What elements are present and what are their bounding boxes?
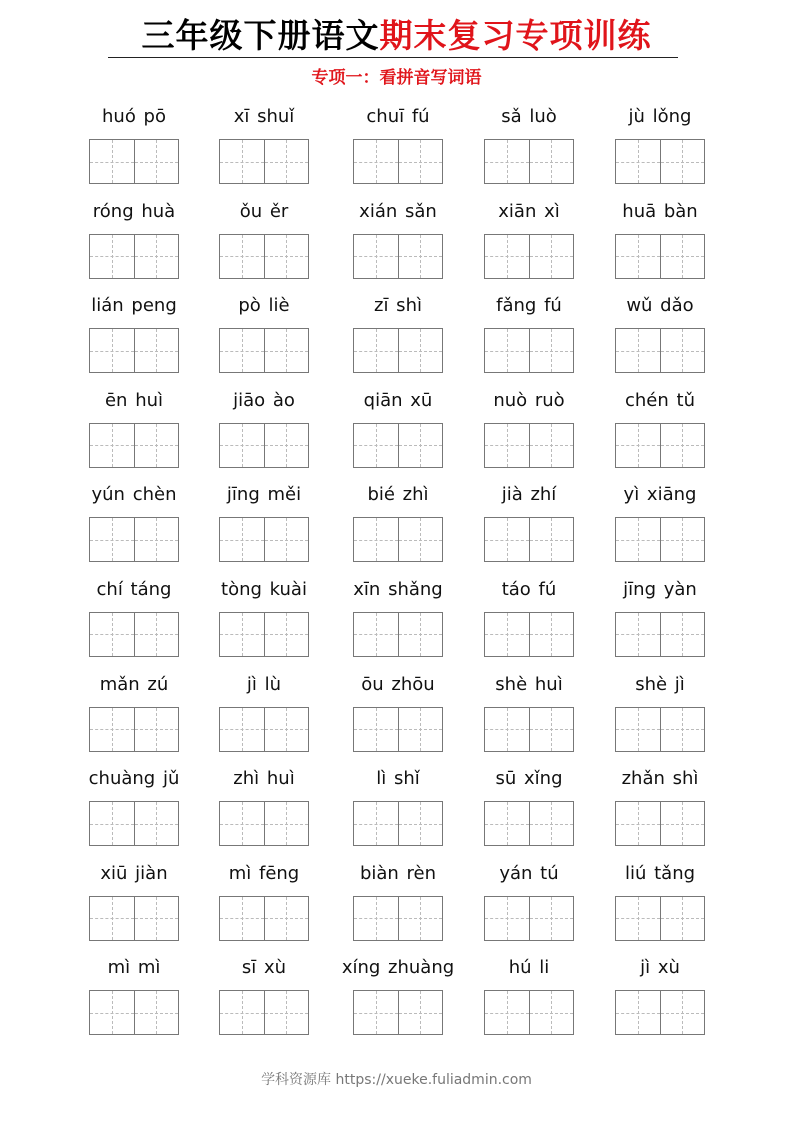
tianzige-answer-boxes[interactable] (89, 707, 179, 752)
character-box[interactable] (398, 708, 443, 751)
character-box[interactable] (264, 235, 309, 278)
character-box[interactable] (529, 140, 574, 183)
character-box[interactable] (354, 897, 398, 940)
character-box[interactable] (660, 991, 705, 1034)
character-box[interactable] (220, 613, 264, 656)
character-box[interactable] (660, 708, 705, 751)
character-box[interactable] (134, 708, 179, 751)
character-box[interactable] (354, 518, 398, 561)
character-box[interactable] (616, 708, 660, 751)
tianzige-answer-boxes[interactable] (219, 801, 309, 846)
character-box[interactable] (485, 708, 529, 751)
worksheet-row (0, 104, 793, 199)
tianzige-answer-boxes[interactable] (219, 707, 309, 752)
character-box[interactable] (529, 424, 574, 467)
pinyin-worksheet-grid (0, 104, 793, 1050)
character-box[interactable] (354, 613, 398, 656)
tianzige-answer-boxes[interactable] (615, 801, 705, 846)
character-box[interactable] (220, 140, 264, 183)
character-box[interactable] (398, 897, 443, 940)
worksheet-row (0, 388, 793, 483)
tianzige-answer-boxes[interactable] (89, 423, 179, 468)
pinyin-label: mì mì (107, 957, 161, 979)
character-box[interactable] (485, 329, 529, 372)
character-box[interactable] (529, 708, 574, 751)
tianzige-answer-boxes[interactable] (219, 896, 309, 941)
character-box[interactable] (485, 424, 529, 467)
pinyin-label: mì fēng (228, 862, 300, 884)
pinyin-label: jiāo ào (233, 389, 295, 411)
character-box[interactable] (616, 235, 660, 278)
pinyin-label: yì xiāng (623, 484, 697, 506)
pinyin-label: xīn shǎng (353, 578, 443, 600)
section-subtitle: 专项一：看拼音写词语 (311, 68, 482, 88)
pinyin-label: zhì huì (233, 768, 295, 790)
tianzige-answer-boxes[interactable] (219, 612, 309, 657)
character-box[interactable] (90, 424, 134, 467)
tianzige-answer-boxes[interactable] (353, 612, 443, 657)
character-box[interactable] (485, 802, 529, 845)
pinyin-label: yán tú (499, 862, 559, 884)
pinyin-label: nuò ruò (493, 389, 565, 411)
character-box[interactable] (264, 518, 309, 561)
character-box[interactable] (529, 235, 574, 278)
tianzige-answer-boxes[interactable] (615, 328, 705, 373)
tianzige-answer-boxes[interactable] (615, 990, 705, 1035)
character-box[interactable] (616, 329, 660, 372)
character-box[interactable] (264, 802, 309, 845)
character-box[interactable] (485, 140, 529, 183)
tianzige-answer-boxes[interactable] (89, 234, 179, 279)
tianzige-answer-boxes[interactable] (89, 328, 179, 373)
character-box[interactable] (616, 897, 660, 940)
character-box[interactable] (660, 235, 705, 278)
pinyin-label: jì lù (246, 673, 282, 695)
pinyin-label: hú li (508, 957, 550, 979)
footer-source: 学科资源库 https://xueke.fuliadmin.com (261, 1072, 532, 1088)
pinyin-label: zhǎn shì (621, 768, 699, 790)
character-box[interactable] (90, 613, 134, 656)
character-box[interactable] (220, 897, 264, 940)
page-title (0, 14, 793, 58)
pinyin-label: bié zhì (367, 484, 429, 506)
character-box[interactable] (529, 897, 574, 940)
tianzige-answer-boxes[interactable] (353, 990, 443, 1035)
character-box[interactable] (134, 235, 179, 278)
character-box[interactable] (90, 518, 134, 561)
tianzige-answer-boxes[interactable] (484, 139, 574, 184)
worksheet-row (0, 293, 793, 388)
character-box[interactable] (398, 329, 443, 372)
worksheet-row (0, 955, 793, 1050)
tianzige-answer-boxes[interactable] (353, 801, 443, 846)
pinyin-label: mǎn zú (99, 673, 169, 695)
tianzige-answer-boxes[interactable] (89, 896, 179, 941)
character-box[interactable] (485, 518, 529, 561)
pinyin-label: xiān xì (498, 200, 560, 222)
pinyin-label: fǎng fú (496, 295, 562, 317)
pinyin-label: qiān xū (363, 389, 433, 411)
tianzige-answer-boxes[interactable] (484, 517, 574, 562)
pinyin-label: chén tǔ (625, 389, 695, 411)
pinyin-label: chuàng jǔ (88, 768, 180, 790)
pinyin-label: shè jì (635, 673, 685, 695)
pinyin-label: lì shǐ (376, 768, 420, 790)
character-box[interactable] (220, 235, 264, 278)
character-box[interactable] (134, 897, 179, 940)
character-box[interactable] (134, 329, 179, 372)
pinyin-label: jì xù (640, 957, 680, 979)
pinyin-label: táo fú (501, 578, 557, 600)
character-box[interactable] (90, 235, 134, 278)
tianzige-answer-boxes[interactable] (219, 517, 309, 562)
character-box[interactable] (220, 802, 264, 845)
worksheet-row (0, 577, 793, 672)
character-box[interactable] (90, 802, 134, 845)
tianzige-answer-boxes[interactable] (89, 612, 179, 657)
character-box[interactable] (660, 424, 705, 467)
character-box[interactable] (660, 613, 705, 656)
pinyin-label: xián sǎn (359, 200, 437, 222)
tianzige-answer-boxes[interactable] (484, 801, 574, 846)
pinyin-label: wǔ dǎo (626, 295, 694, 317)
tianzige-answer-boxes[interactable] (484, 896, 574, 941)
tianzige-answer-boxes[interactable] (89, 517, 179, 562)
character-box[interactable] (264, 329, 309, 372)
character-box[interactable] (90, 140, 134, 183)
worksheet-row (0, 672, 793, 767)
tianzige-answer-boxes[interactable] (353, 139, 443, 184)
character-box[interactable] (134, 424, 179, 467)
pinyin-label: yún chèn (91, 484, 177, 506)
tianzige-answer-boxes[interactable] (353, 234, 443, 279)
pinyin-label: chuī fú (366, 106, 430, 127)
pinyin-label: sū xǐng (495, 768, 563, 790)
tianzige-answer-boxes[interactable] (353, 707, 443, 752)
character-box[interactable] (354, 802, 398, 845)
tianzige-answer-boxes[interactable] (615, 707, 705, 752)
pinyin-label: jià zhí (501, 484, 557, 506)
pinyin-label: liú tǎng (624, 862, 696, 884)
character-box[interactable] (134, 802, 179, 845)
worksheet-row (0, 199, 793, 294)
tianzige-answer-boxes[interactable] (89, 139, 179, 184)
pinyin-label: ēn huì (104, 389, 164, 411)
pinyin-label: shè huì (495, 673, 563, 695)
character-box[interactable] (398, 991, 443, 1034)
character-box[interactable] (220, 708, 264, 751)
character-box[interactable] (354, 708, 398, 751)
character-box[interactable] (90, 991, 134, 1034)
character-box[interactable] (354, 235, 398, 278)
character-box[interactable] (398, 235, 443, 278)
character-box[interactable] (529, 802, 574, 845)
pinyin-label: huā bàn (622, 200, 698, 222)
pinyin-label: huó pō (102, 106, 166, 127)
tianzige-answer-boxes[interactable] (615, 423, 705, 468)
tianzige-answer-boxes[interactable] (484, 423, 574, 468)
character-box[interactable] (90, 897, 134, 940)
worksheet-row (0, 861, 793, 956)
pinyin-label: jù lǒng (628, 106, 692, 127)
tianzige-answer-boxes[interactable] (219, 990, 309, 1035)
character-box[interactable] (90, 708, 134, 751)
worksheet-row (0, 482, 793, 577)
character-box[interactable] (264, 991, 309, 1034)
pinyin-label: pò liè (238, 295, 290, 317)
character-box[interactable] (660, 897, 705, 940)
tianzige-answer-boxes[interactable] (89, 990, 179, 1035)
character-box[interactable] (529, 613, 574, 656)
character-box[interactable] (220, 991, 264, 1034)
character-box[interactable] (264, 424, 309, 467)
character-box[interactable] (616, 424, 660, 467)
pinyin-label: sǎ luò (501, 106, 557, 127)
character-box[interactable] (660, 802, 705, 845)
tianzige-answer-boxes[interactable] (219, 139, 309, 184)
character-box[interactable] (485, 991, 529, 1034)
pinyin-label: chí táng (96, 578, 172, 600)
pinyin-label: sī xù (241, 957, 287, 979)
character-box[interactable] (660, 329, 705, 372)
pinyin-label: biàn rèn (359, 862, 437, 884)
tianzige-answer-boxes[interactable] (484, 234, 574, 279)
pinyin-label: lián peng (91, 295, 177, 317)
character-box[interactable] (485, 235, 529, 278)
character-box[interactable] (264, 897, 309, 940)
character-box[interactable] (660, 140, 705, 183)
tianzige-answer-boxes[interactable] (353, 328, 443, 373)
character-box[interactable] (90, 329, 134, 372)
character-box[interactable] (354, 329, 398, 372)
pinyin-label: xiū jiàn (100, 862, 168, 884)
pinyin-label: jīng yàn (623, 578, 697, 600)
tianzige-answer-boxes[interactable] (353, 423, 443, 468)
tianzige-answer-boxes[interactable] (353, 896, 443, 941)
tianzige-answer-boxes[interactable] (615, 896, 705, 941)
character-box[interactable] (398, 518, 443, 561)
pinyin-label: róng huà (92, 200, 176, 222)
character-box[interactable] (529, 991, 574, 1034)
character-box[interactable] (398, 140, 443, 183)
worksheet-row (0, 766, 793, 861)
tianzige-answer-boxes[interactable] (615, 517, 705, 562)
tianzige-answer-boxes[interactable] (615, 139, 705, 184)
tianzige-answer-boxes[interactable] (615, 234, 705, 279)
character-box[interactable] (616, 518, 660, 561)
tianzige-answer-boxes[interactable] (484, 612, 574, 657)
character-box[interactable] (354, 424, 398, 467)
character-box[interactable] (616, 613, 660, 656)
tianzige-answer-boxes[interactable] (615, 612, 705, 657)
pinyin-label: xī shuǐ (233, 106, 295, 127)
character-box[interactable] (354, 991, 398, 1034)
character-box[interactable] (134, 991, 179, 1034)
character-box[interactable] (264, 708, 309, 751)
character-box[interactable] (134, 613, 179, 656)
tianzige-answer-boxes[interactable] (484, 707, 574, 752)
character-box[interactable] (398, 802, 443, 845)
tianzige-answer-boxes[interactable] (219, 234, 309, 279)
character-box[interactable] (660, 518, 705, 561)
pinyin-label: jīng měi (226, 484, 302, 506)
character-box[interactable] (264, 140, 309, 183)
character-box[interactable] (398, 424, 443, 467)
character-box[interactable] (485, 613, 529, 656)
title-divider (108, 57, 678, 58)
tianzige-answer-boxes[interactable] (484, 328, 574, 373)
title-part-black: 三年级下册语文 (141, 16, 380, 55)
character-box[interactable] (529, 329, 574, 372)
character-box[interactable] (485, 897, 529, 940)
character-box[interactable] (134, 518, 179, 561)
character-box[interactable] (616, 802, 660, 845)
pinyin-label: zī shì (374, 295, 422, 317)
character-box[interactable] (616, 140, 660, 183)
tianzige-answer-boxes[interactable] (89, 801, 179, 846)
character-box[interactable] (398, 613, 443, 656)
character-box[interactable] (354, 140, 398, 183)
character-box[interactable] (616, 991, 660, 1034)
character-box[interactable] (220, 329, 264, 372)
title-part-red: 期末复习专项训练 (379, 16, 652, 55)
pinyin-label: xíng zhuàng (341, 957, 455, 979)
character-box[interactable] (220, 518, 264, 561)
tianzige-answer-boxes[interactable] (484, 990, 574, 1035)
pinyin-label: ōu zhōu (361, 673, 435, 695)
character-box[interactable] (264, 613, 309, 656)
tianzige-answer-boxes[interactable] (219, 328, 309, 373)
pinyin-label: ǒu ěr (239, 200, 289, 222)
character-box[interactable] (220, 424, 264, 467)
tianzige-answer-boxes[interactable] (353, 517, 443, 562)
character-box[interactable] (134, 140, 179, 183)
pinyin-label: tòng kuài (221, 578, 307, 600)
character-box[interactable] (529, 518, 574, 561)
tianzige-answer-boxes[interactable] (219, 423, 309, 468)
